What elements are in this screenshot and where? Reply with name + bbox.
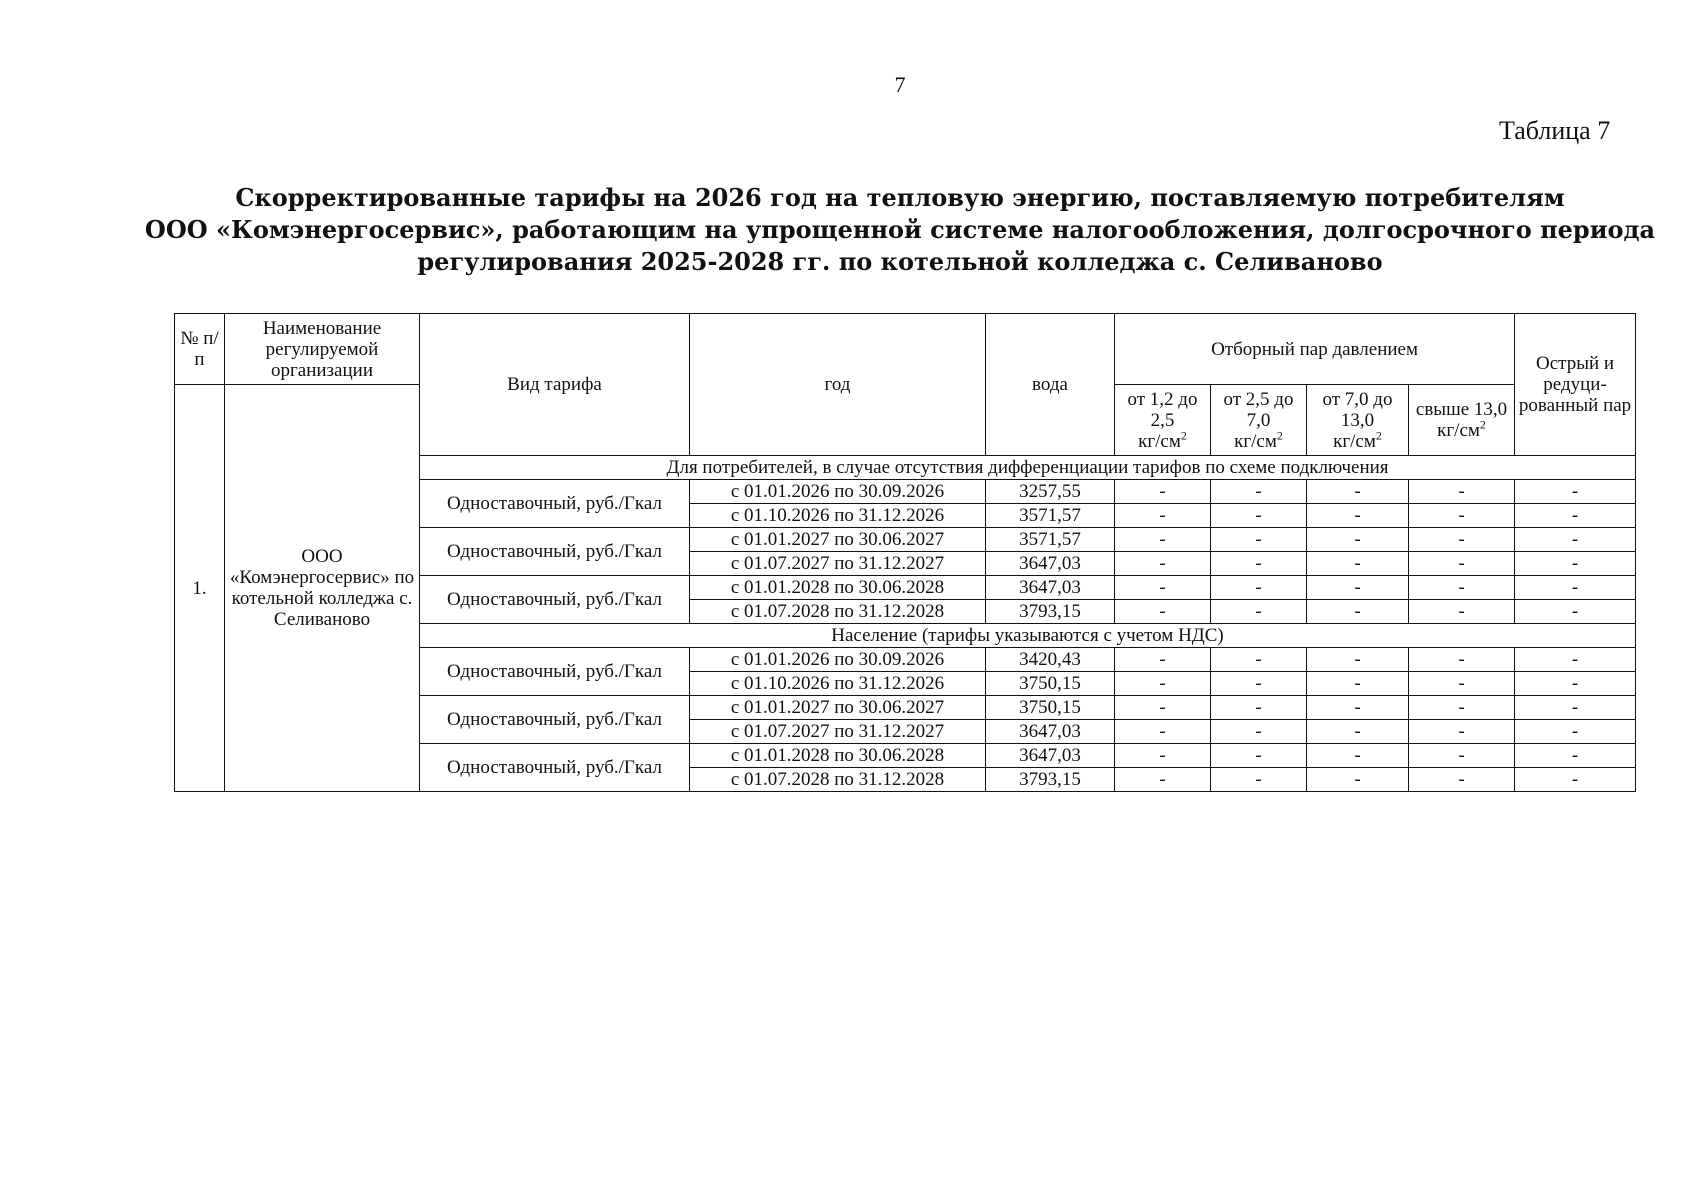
- org-name: ООО «Комэнергосервис» по котельной колледжа с. Селиваново: [225, 385, 420, 792]
- title-line: Скорректированные тарифы на 2026 год на тепловую энергию, поставляемую потребителям: [235, 183, 1565, 212]
- steam-p1-cell: -: [1115, 576, 1211, 600]
- period-cell: с 01.01.2026 по 30.09.2026: [690, 480, 986, 504]
- section-title: Для потребителей, в случае отсутствия дифференциации тарифов по схеме подключения: [420, 456, 1636, 480]
- row-number: 1.: [175, 385, 225, 792]
- period-cell: с 01.07.2027 по 31.12.2027: [690, 720, 986, 744]
- sharp-steam-cell: -: [1515, 552, 1636, 576]
- period-cell: с 01.10.2026 по 31.12.2026: [690, 672, 986, 696]
- water-value-cell: 3571,57: [986, 528, 1115, 552]
- steam-p2-cell: -: [1211, 696, 1307, 720]
- steam-p4-cell: -: [1409, 528, 1515, 552]
- steam-p2-cell: -: [1211, 576, 1307, 600]
- steam-p2-cell: -: [1211, 744, 1307, 768]
- steam-p3-cell: -: [1307, 552, 1409, 576]
- steam-p1-cell: -: [1115, 672, 1211, 696]
- steam-p2-cell: -: [1211, 648, 1307, 672]
- sharp-steam-cell: -: [1515, 480, 1636, 504]
- water-value-cell: 3257,55: [986, 480, 1115, 504]
- header-steam-group: Отборный пар давлением: [1115, 314, 1515, 385]
- sharp-steam-cell: -: [1515, 672, 1636, 696]
- steam-p4-cell: -: [1409, 696, 1515, 720]
- steam-p2-cell: -: [1211, 504, 1307, 528]
- steam-p2-cell: -: [1211, 480, 1307, 504]
- header-sharp-steam: Острый и редуци-рованный пар: [1515, 314, 1636, 456]
- header-pressure-1: от 1,2 до 2,5 $кг/см^2$: [1115, 385, 1211, 456]
- steam-p4-cell: -: [1409, 768, 1515, 792]
- water-value-cell: 3750,15: [986, 696, 1115, 720]
- steam-p2-cell: -: [1211, 528, 1307, 552]
- steam-p1-cell: -: [1115, 720, 1211, 744]
- steam-p4-cell: -: [1409, 744, 1515, 768]
- water-value-cell: 3647,03: [986, 552, 1115, 576]
- steam-p3-cell: -: [1307, 720, 1409, 744]
- water-value-cell: 3750,15: [986, 672, 1115, 696]
- sharp-steam-cell: -: [1515, 528, 1636, 552]
- steam-p1-cell: -: [1115, 504, 1211, 528]
- steam-p3-cell: -: [1307, 600, 1409, 624]
- steam-p3-cell: -: [1307, 672, 1409, 696]
- steam-p4-cell: -: [1409, 672, 1515, 696]
- water-value-cell: 3647,03: [986, 576, 1115, 600]
- steam-p1-cell: -: [1115, 648, 1211, 672]
- period-cell: с 01.01.2027 по 30.06.2027: [690, 528, 986, 552]
- water-value-cell: 3647,03: [986, 744, 1115, 768]
- steam-p1-cell: -: [1115, 744, 1211, 768]
- steam-p1-cell: -: [1115, 552, 1211, 576]
- period-cell: с 01.01.2028 по 30.06.2028: [690, 744, 986, 768]
- steam-p4-cell: -: [1409, 720, 1515, 744]
- tariff-type-cell: Одноставочный, руб./Гкал: [420, 744, 690, 792]
- sharp-steam-cell: -: [1515, 600, 1636, 624]
- steam-p3-cell: -: [1307, 576, 1409, 600]
- period-cell: с 01.10.2026 по 31.12.2026: [690, 504, 986, 528]
- steam-p2-cell: -: [1211, 720, 1307, 744]
- steam-p4-cell: -: [1409, 480, 1515, 504]
- tariff-type-cell: Одноставочный, руб./Гкал: [420, 480, 690, 528]
- steam-p4-cell: -: [1409, 552, 1515, 576]
- header-pressure-2: от 2,5 до 7,0 $кг/см^2$: [1211, 385, 1307, 456]
- tariff-type-cell: Одноставочный, руб./Гкал: [420, 648, 690, 696]
- sharp-steam-cell: -: [1515, 648, 1636, 672]
- steam-p1-cell: -: [1115, 768, 1211, 792]
- steam-p3-cell: -: [1307, 528, 1409, 552]
- title-line: ООО «Комэнергосервис», работающим на упрощенной системе налогообложения, долгосрочного периода: [144, 215, 1656, 244]
- tariff-type-cell: Одноставочный, руб./Гкал: [420, 528, 690, 576]
- header-row: [175, 314, 1636, 385]
- section-title: Население (тарифы указываются с учетом НДС): [420, 624, 1636, 648]
- tariff-table: [174, 313, 1636, 792]
- page-number: 7: [894, 72, 906, 97]
- sharp-steam-cell: -: [1515, 696, 1636, 720]
- sharp-steam-cell: -: [1515, 504, 1636, 528]
- steam-p1-cell: -: [1115, 480, 1211, 504]
- steam-p3-cell: -: [1307, 480, 1409, 504]
- water-value-cell: 3647,03: [986, 720, 1115, 744]
- steam-p3-cell: -: [1307, 504, 1409, 528]
- header-tariff-type: Вид тарифа: [420, 314, 690, 456]
- steam-p2-cell: -: [1211, 552, 1307, 576]
- sharp-steam-cell: -: [1515, 720, 1636, 744]
- steam-p4-cell: -: [1409, 576, 1515, 600]
- steam-p2-cell: -: [1211, 768, 1307, 792]
- sharp-steam-cell: -: [1515, 744, 1636, 768]
- steam-p4-cell: -: [1409, 600, 1515, 624]
- tariff-type-cell: Одноставочный, руб./Гкал: [420, 576, 690, 624]
- period-cell: с 01.07.2028 по 31.12.2028: [690, 600, 986, 624]
- period-cell: с 01.01.2028 по 30.06.2028: [690, 576, 986, 600]
- header-pressure-4: свыше 13,0 $кг/см^2$: [1409, 385, 1515, 456]
- tariff-type-cell: Одноставочный, руб./Гкал: [420, 696, 690, 744]
- period-cell: с 01.07.2028 по 31.12.2028: [690, 768, 986, 792]
- steam-p4-cell: -: [1409, 648, 1515, 672]
- steam-p1-cell: -: [1115, 528, 1211, 552]
- title-line: регулирования 2025-2028 гг. по котельной колледжа с. Селиваново: [417, 247, 1383, 276]
- table-label: Таблица 7: [1499, 116, 1611, 145]
- water-value-cell: 3793,15: [986, 600, 1115, 624]
- header-org: Наименование регулируемой организации: [225, 314, 420, 385]
- period-cell: с 01.07.2027 по 31.12.2027: [690, 552, 986, 576]
- sharp-steam-cell: -: [1515, 576, 1636, 600]
- steam-p4-cell: -: [1409, 504, 1515, 528]
- sharp-steam-cell: -: [1515, 768, 1636, 792]
- header-year: год: [690, 314, 986, 456]
- steam-p1-cell: -: [1115, 600, 1211, 624]
- header-pressure-3: от 7,0 до 13,0 $кг/см^2$: [1307, 385, 1409, 456]
- period-cell: с 01.01.2027 по 30.06.2027: [690, 696, 986, 720]
- period-cell: с 01.01.2026 по 30.09.2026: [690, 648, 986, 672]
- steam-p1-cell: -: [1115, 696, 1211, 720]
- water-value-cell: 3571,57: [986, 504, 1115, 528]
- header-water: вода: [986, 314, 1115, 456]
- header-num: № п/п: [175, 314, 225, 385]
- steam-p3-cell: -: [1307, 744, 1409, 768]
- steam-p3-cell: -: [1307, 696, 1409, 720]
- steam-p3-cell: -: [1307, 648, 1409, 672]
- steam-p2-cell: -: [1211, 672, 1307, 696]
- water-value-cell: 3793,15: [986, 768, 1115, 792]
- water-value-cell: 3420,43: [986, 648, 1115, 672]
- steam-p3-cell: -: [1307, 768, 1409, 792]
- steam-p2-cell: -: [1211, 600, 1307, 624]
- document-title: [0, 182, 1697, 278]
